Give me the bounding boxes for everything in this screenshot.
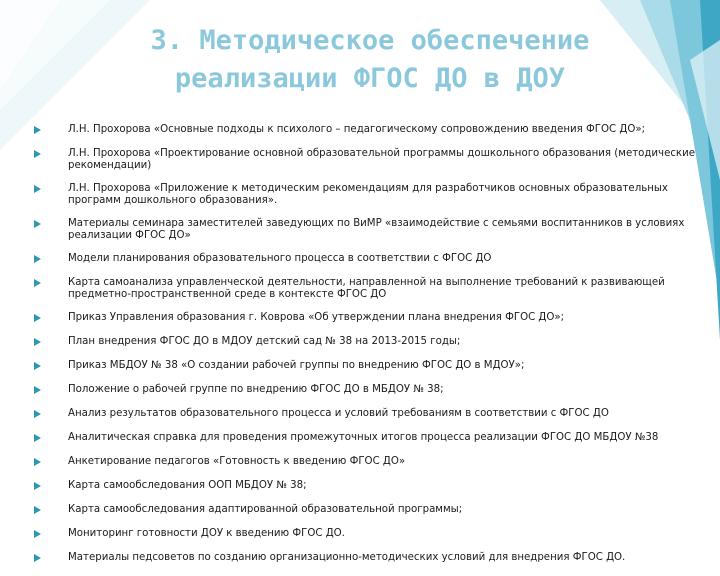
list-item-text: Материалы семинара заместителей заведующих по ВиМР «взаимодействие с семьями воспитанников в условиях реализации ФГОС ДО» — [68, 218, 685, 241]
list-item-text: Анкетирование педагогов «Готовность к введению ФГОС ДО» — [68, 456, 406, 467]
list-item-text: Аналитическая справка для проведения промежуточных итогов процесса реализации ФГОС ДО МБДОУ №38 — [68, 432, 659, 443]
triangle-bullet-icon — [34, 255, 41, 263]
slide-title-line-2: реализации ФГОС ДО в ДОУ — [174, 63, 566, 94]
triangle-bullet-icon — [34, 314, 41, 322]
list-item — [34, 528, 704, 540]
list-item — [34, 253, 704, 265]
list-item — [34, 183, 704, 207]
list-item-text: Приказ Управления образования г. Коврова «Об утверждении плана внедрения ФГОС ДО»; — [68, 312, 565, 323]
slide-title-line-1: 3. Методическое обеспечение — [150, 25, 590, 56]
list-item-text: Мониторинг готовности ДОУ к введению ФГОС ДО. — [68, 528, 345, 539]
list-item-text: Карта самоанализа управленческой деятельности, направленной на выполнение требований к развивающей предметно-пространственной среде в контексте ФГОС ДО — [68, 277, 665, 300]
triangle-bullet-icon — [34, 185, 41, 193]
materials-list — [34, 124, 704, 576]
triangle-bullet-icon — [34, 338, 41, 346]
list-item — [34, 504, 704, 516]
list-item-text: Л.Н. Прохорова «Приложение к методическим рекомендациям для разработчиков основных образовательных программ дошкольного образования». — [68, 183, 668, 206]
triangle-bullet-icon — [34, 220, 41, 228]
triangle-bullet-icon — [34, 362, 41, 370]
slide-title — [120, 22, 620, 98]
triangle-bullet-icon — [34, 150, 41, 158]
list-item-text: Материалы педсоветов по созданию организационно-методических условий для внедрения ФГОС ДО. — [68, 552, 626, 563]
list-item — [34, 456, 704, 468]
list-item-text: Анализ результатов образовательного процесса и условий требованиям в соответствии с ФГОС ДО — [68, 408, 609, 419]
triangle-bullet-icon — [34, 530, 41, 538]
list-item-text: Модели планирования образовательного процесса в соответствии с ФГОС ДО — [68, 253, 492, 264]
triangle-bullet-icon — [34, 386, 41, 394]
list-item — [34, 312, 704, 324]
triangle-bullet-icon — [34, 482, 41, 490]
list-item-text: Карта самообследования ООП МБДОУ № 38; — [68, 480, 307, 491]
list-item — [34, 480, 704, 492]
list-item — [34, 552, 704, 564]
triangle-bullet-icon — [34, 279, 41, 287]
list-item-text: Положение о рабочей группе по внедрению ФГОС ДО в МБДОУ № 38; — [68, 384, 444, 395]
triangle-bullet-icon — [34, 506, 41, 514]
list-item — [34, 384, 704, 396]
list-item — [34, 277, 704, 301]
triangle-bullet-icon — [34, 410, 41, 418]
triangle-bullet-icon — [34, 458, 41, 466]
triangle-bullet-icon — [34, 434, 41, 442]
list-item-text: Приказ МБДОУ № 38 «О создании рабочей группы по внедрению ФГОС ДО в МДОУ»; — [68, 360, 525, 371]
list-item — [34, 218, 704, 242]
list-item — [34, 360, 704, 372]
triangle-bullet-icon — [34, 554, 41, 562]
list-item-text: Л.Н. Прохорова «Проектирование основной образовательной программы дошкольного образования (методические рекомендации) — [68, 148, 695, 171]
list-item-text: Карта самообследования адаптированной образовательной программы; — [68, 504, 463, 515]
list-item — [34, 432, 704, 444]
list-item-text: Л.Н. Прохорова «Основные подходы к психолого – педагогическому сопровождению введения ФГОС ДО»; — [68, 124, 646, 135]
list-item-text: План внедрения ФГОС ДО в МДОУ детский сад № 38 на 2013-2015 годы; — [68, 336, 461, 347]
list-item — [34, 336, 704, 348]
list-item — [34, 148, 704, 172]
triangle-bullet-icon — [34, 126, 41, 134]
list-item — [34, 124, 704, 136]
list-item — [34, 408, 704, 420]
